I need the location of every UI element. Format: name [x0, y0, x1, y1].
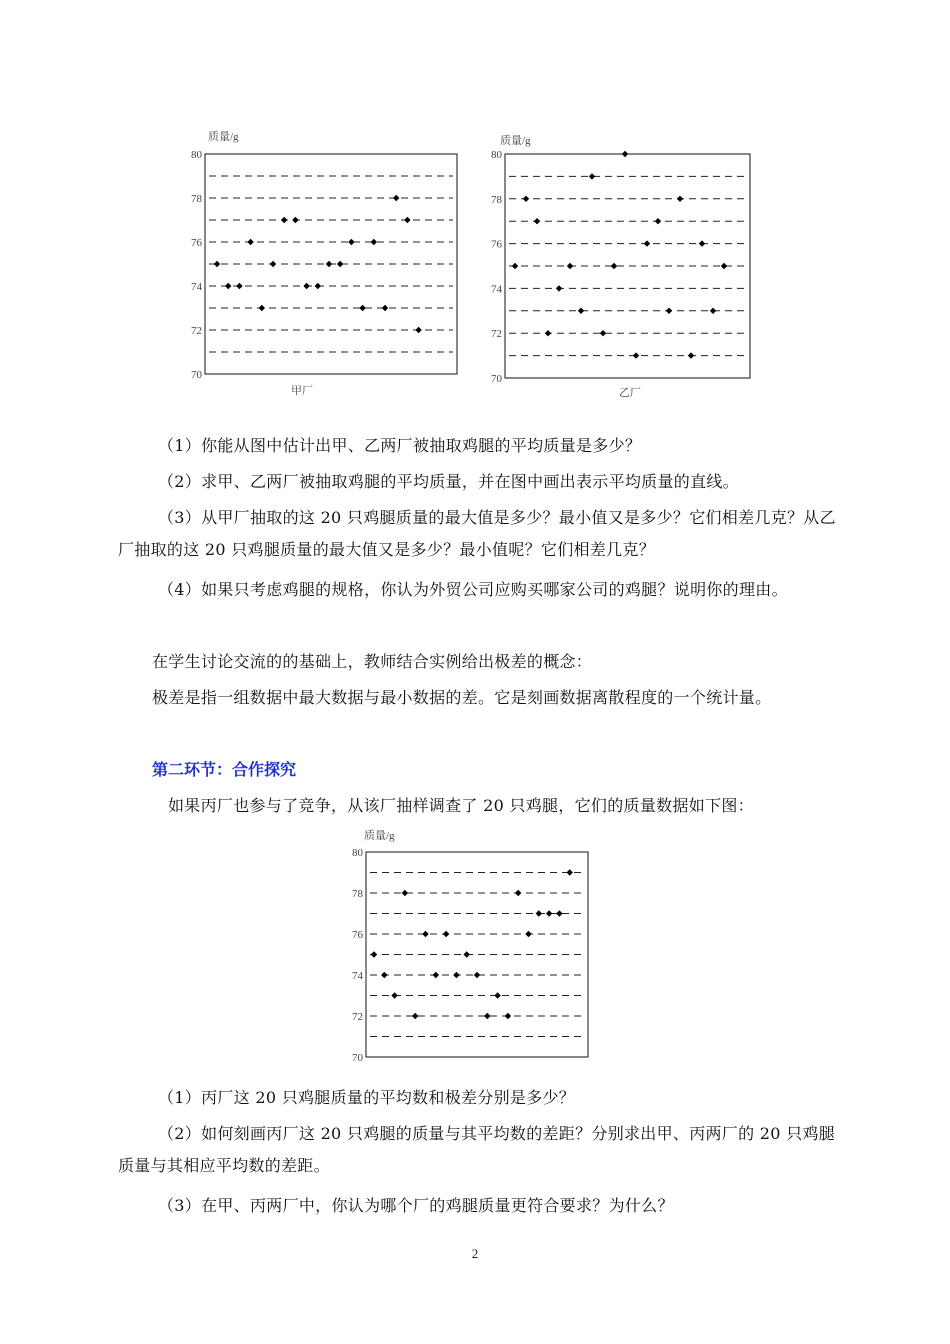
data-point — [633, 352, 639, 358]
chart-bing — [330, 820, 610, 1070]
data-point — [326, 261, 332, 267]
y-tick-label: 74 — [191, 281, 202, 293]
data-point — [644, 240, 650, 246]
data-point — [567, 263, 573, 269]
question-4: （4）如果只考虑鸡腿的规格，你认为外贸公司应购买哪家公司的鸡腿？说明你的理由。 — [158, 580, 788, 599]
y-tick-label: 76 — [352, 929, 363, 941]
data-point — [611, 263, 617, 269]
data-point — [270, 261, 276, 267]
data-point — [699, 240, 705, 246]
data-point — [402, 890, 408, 896]
data-point — [247, 239, 253, 245]
data-point — [422, 931, 428, 937]
y-tick-label: 70 — [352, 1052, 363, 1064]
y-tick-label: 80 — [191, 149, 202, 161]
data-point — [404, 217, 410, 223]
data-point — [303, 283, 309, 289]
data-point — [677, 196, 683, 202]
y-tick-label: 72 — [491, 328, 502, 341]
data-point — [494, 992, 500, 998]
data-point — [393, 195, 399, 201]
data-point — [545, 330, 551, 336]
y-tick-label: 72 — [352, 1011, 363, 1023]
x-axis-label: 甲厂 — [291, 385, 313, 397]
chart-jia — [160, 120, 480, 400]
question-1: （1）你能从图中估计出甲、乙两厂被抽取鸡腿的平均质量是多少？ — [158, 436, 642, 455]
data-point — [225, 283, 231, 289]
question-2: （2）求甲、乙两厂被抽取鸡腿的平均质量，并在图中画出表示平均质量的直线。 — [158, 472, 739, 491]
question-b3: （3）在甲、丙两厂中，你认为哪个厂的鸡腿质量更符合要求？为什么？ — [158, 1196, 674, 1215]
question-b1: （1）丙厂这 20 只鸡腿质量的平均数和极差分别是多少？ — [158, 1088, 576, 1107]
chart-yi — [470, 120, 770, 400]
data-point — [382, 305, 388, 311]
data-point — [589, 173, 595, 179]
y-tick-label: 76 — [491, 238, 502, 251]
data-point — [567, 869, 573, 875]
y-axis-label: 质量/g — [364, 830, 395, 842]
data-point — [259, 305, 265, 311]
y-tick-label: 72 — [191, 325, 202, 337]
data-point — [391, 992, 397, 998]
y-tick-label: 78 — [352, 888, 363, 900]
data-point — [371, 951, 377, 957]
data-point — [688, 352, 694, 358]
data-point — [214, 261, 220, 267]
y-tick-label: 78 — [491, 193, 502, 206]
data-point — [281, 217, 287, 223]
data-point — [412, 1013, 418, 1019]
data-point — [721, 263, 727, 269]
question-3: （3）从甲厂抽取的这 20 只鸡腿质量的最大值是多少？最小值又是多少？它们相差几克？从乙厂抽取的这 20 只鸡腿质量的最大值又是多少？最小值呢？它们相差几克？ — [118, 508, 836, 559]
y-tick-label: 80 — [491, 149, 502, 161]
data-point — [337, 261, 343, 267]
data-point — [515, 890, 521, 896]
data-point — [536, 910, 542, 916]
y-axis-label: 质量/g — [500, 135, 531, 147]
y-tick-label: 78 — [191, 193, 202, 205]
data-point — [484, 1013, 490, 1019]
data-point — [464, 951, 470, 957]
question-b2: （2）如何刻画丙厂这 20 只鸡腿的质量与其平均数的差距？分别求出甲、丙两厂的 20 只鸡腿质量与其相应平均数的差距。 — [118, 1124, 836, 1175]
data-point — [546, 910, 552, 916]
y-tick-label: 74 — [491, 283, 502, 296]
y-tick-label: 70 — [191, 369, 202, 381]
data-point — [525, 931, 531, 937]
data-point — [474, 972, 480, 978]
paragraph-range-definition: 极差是指一组数据中最大数据与最小数据的差。它是刻画数据离散程度的一个统计量。 — [152, 688, 772, 707]
data-point — [381, 972, 387, 978]
data-point — [292, 217, 298, 223]
data-point — [523, 196, 529, 202]
data-point — [236, 283, 242, 289]
data-point — [315, 283, 321, 289]
data-point — [512, 263, 518, 269]
data-point — [359, 305, 365, 311]
data-point — [415, 327, 421, 333]
data-point — [666, 308, 672, 314]
data-point — [534, 218, 540, 224]
data-point — [348, 239, 354, 245]
data-point — [556, 910, 562, 916]
data-point — [556, 285, 562, 291]
data-point — [600, 330, 606, 336]
y-tick-label: 80 — [352, 847, 363, 859]
page-number: 2 — [471, 1246, 479, 1261]
data-point — [578, 308, 584, 314]
data-point — [655, 218, 661, 224]
section-heading: 第二环节：合作探究 — [152, 760, 297, 779]
data-point — [371, 239, 377, 245]
paragraph-factory-bing: 如果丙厂也参与了竞争，从该厂抽样调查了 20 只鸡腿，它们的质量数据如下图： — [168, 796, 754, 815]
data-point — [505, 1013, 511, 1019]
y-tick-label: 74 — [352, 970, 363, 982]
y-tick-label: 70 — [491, 373, 502, 385]
y-tick-label: 76 — [191, 237, 202, 249]
data-point — [443, 931, 449, 937]
data-point — [453, 972, 459, 978]
y-axis-label: 质量/g — [208, 131, 239, 143]
x-axis-label: 乙厂 — [619, 387, 641, 399]
data-point — [710, 308, 716, 314]
data-point — [433, 972, 439, 978]
paragraph-concept-intro: 在学生讨论交流的的基础上，教师结合实例给出极差的概念： — [152, 652, 593, 671]
data-point — [622, 151, 628, 157]
